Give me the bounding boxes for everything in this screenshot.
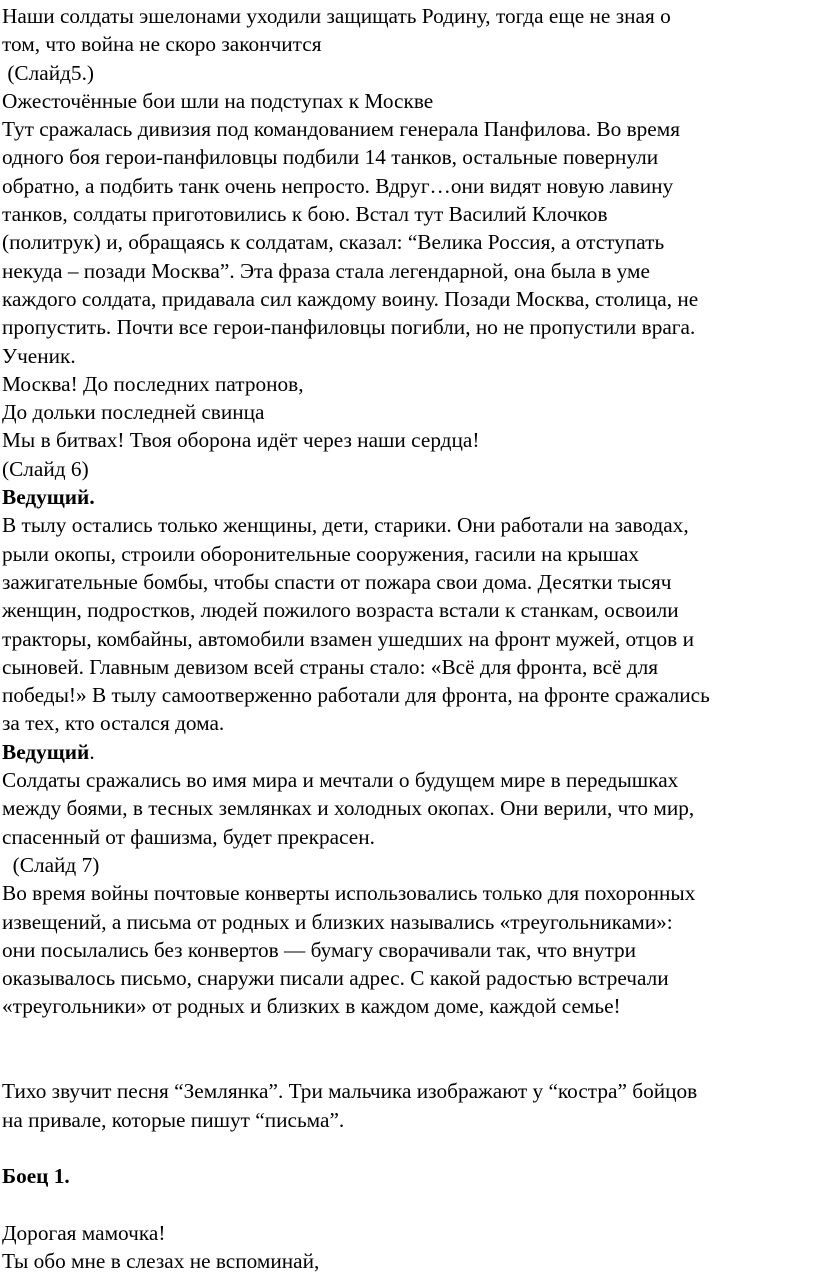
text-line: тракторы, комбайны, автомобили взамен ушедших на фронт мужей, отцов и: [2, 626, 694, 651]
text-line: одного боя герои-панфиловцы подбили 14 танков, остальные повернули: [2, 145, 659, 170]
text-line: Во время войны почтовые конверты использовались только для похоронных: [2, 881, 696, 906]
stage-direction: Тихо звучит песня “Землянка”. Три мальчика изображают у “костра” бойцов: [2, 1079, 698, 1104]
text-line: женщин, подростков, людей пожилого возраста встали к станкам, освоили: [2, 598, 679, 623]
text-line: обратно, а подбить танк очень непросто. Вдруг…они видят новую лавину: [2, 173, 674, 198]
text-line: рыли окопы, строили оборонительные сооружения, гасили на крышах: [2, 541, 640, 566]
text-line: пропустить. Почти все герои-панфиловцы погибли, но не пропустили врага.: [2, 315, 696, 340]
slide-marker: (Слайд5.): [2, 60, 94, 85]
speaker-label: Боец 1.: [2, 1164, 70, 1189]
text-line: за тех, кто остался дома.: [2, 711, 225, 736]
slide-marker: (Слайд 6): [2, 456, 89, 481]
poem-line: До дольки последней свинца: [2, 400, 265, 425]
blank-space: [2, 1190, 806, 1218]
text-line: оказывалось письмо, снаружи писали адрес. С какой радостью встречали: [2, 966, 669, 991]
text-line: спасенный от фашизма, будет прекрасен.: [2, 824, 375, 849]
text-line: «треугольники» от родных и близких в каждом доме, каждой семье!: [2, 994, 621, 1019]
stage-direction: на привале, которые пишут “письма”.: [2, 1107, 345, 1132]
text-line: Наши солдаты эшелонами уходили защищать Родину, тогда еще не зная о: [2, 4, 671, 28]
blank-space: [2, 1134, 806, 1162]
text-line: танков, солдаты приготовились к бою. Встал тут Василий Клочков: [2, 202, 608, 227]
speaker-label: Ведущий.: [2, 485, 95, 510]
text-line: Солдаты сражались во имя мира и мечтали о будущем мире в передышках: [2, 768, 679, 793]
text-line: между боями, в тесных землянках и холодных окопах. Они верили, что мир,: [2, 796, 695, 821]
text-line: они посылались без конвертов — бумагу сворачивали так, что внутри: [2, 937, 637, 962]
text-line: В тылу остались только женщины, дети, старики. Они работали на заводах,: [2, 513, 689, 538]
text-line: (политрук) и, обращаясь к солдатам, сказал: “Велика Россия, а отступать: [2, 230, 665, 255]
speaker-label: Ведущий: [2, 739, 90, 764]
text-line: зажигательные бомбы, чтобы спасти от пожара свои дома. Десятки тысяч: [2, 569, 672, 594]
speaker-label-period: .: [89, 739, 95, 764]
text-line: Ожесточённые бои шли на подступах к Москве: [2, 88, 434, 113]
text-line: том, что война не скоро закончится: [2, 32, 322, 57]
poem-line: Мы в битвах! Твоя оборона идёт через наши сердца!: [2, 428, 480, 453]
slide-marker: (Слайд 7): [2, 852, 100, 877]
speaker-label-line: [2, 738, 806, 766]
text-line: Тут сражалась дивизия под командованием генерала Панфилова. Во время: [2, 117, 680, 142]
text-line: сыновей. Главным девизом всей страны стало: «Всё для фронта, всё для: [2, 654, 659, 679]
text-line: победы!» В тылу самоотверженно работали для фронта, на фронте сражались: [2, 683, 710, 708]
text-line: извещений, а письма от родных и близких назывались «треугольниками»:: [2, 909, 673, 934]
poem-line: Москва! До последних патронов,: [2, 371, 304, 396]
blank-space: [2, 1021, 806, 1078]
letter-line: Дорогая мамочка!: [2, 1220, 166, 1245]
letter-line: Ты обо мне в слезах не вспоминай,: [2, 1249, 320, 1274]
text-line: некуда – позади Москва”. Эта фраза стала легендарной, она была в уме: [2, 258, 650, 283]
speaker-label: Ученик.: [2, 343, 76, 368]
text-line: каждого солдата, придавала сил каждому воину. Позади Москва, столица, не: [2, 286, 699, 311]
